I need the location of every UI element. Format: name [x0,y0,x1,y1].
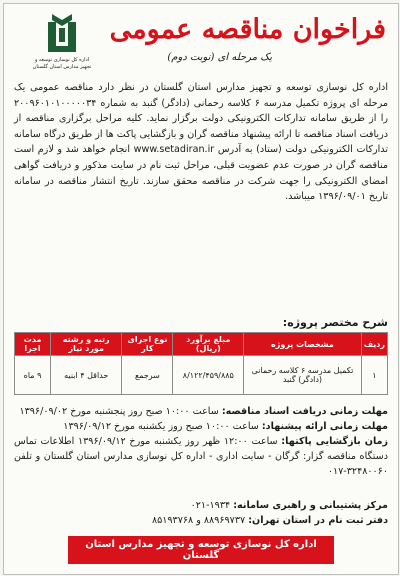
deadline-opening: زمان بازگشایی پاکتها: ساعت ۱۲:۰۰ ظهر روز یکشنبه مورخ ۱۳۹۶/۰۹/۱۲ اطلاعات تماس دستگاه مناقصه گزار: گرگان - سایت اداری - اداره کل نوسازی مدارس استان گلستان و تلفن ۳۲۴۸۰۰۶۰-۰۱۷ [14,436,389,477]
notice-title: فراخوان مناقصه عمومی [109,14,386,45]
notice-subtitle: یک مرحله ای (نوبت دوم) [167,52,272,63]
section-title: شرح مختصر پروژه: [282,316,388,329]
deadline-proposal: مهلت زمانی ارائه پیشنهاد: ساعت ۱۰:۰۰ صبح روز یکشنبه مورخ ۱۳۹۶/۰۹/۱۲ [63,421,388,432]
header [12,12,390,72]
contacts [14,498,388,528]
paragraph: انجام خواهد شد و لازم است مناقصه گران در صورت عدم عضویت قبلی، مراحل ثبت نام در سایت مذکور و دریافت گواهی امضای الکترونیکی را جهت شرکت در مناقصه محقق سازند. تاریخ انتشار مناقصه در سامانه تاریخ ۱۳۹۶/۰۹/۰۱ میباشد. [14,144,388,203]
cell-estimate: ۸/۱۲۲/۴۵۹/۸۸۵ [173,356,244,395]
tender-notice [3,3,399,575]
col-estimate: مبلغ برآورد (ریال) [173,333,244,356]
table-header-row [15,333,388,356]
col-grade: رتبه و رشته مورد نیاز [51,333,122,356]
cell-row: ۱ [361,356,387,395]
footer-organization: اداره کل نوسازی توسعه و تجهیز مدارس استان گلستان [68,536,334,564]
organization-logo [30,12,94,71]
cell-duration: ۹ ماه [15,356,51,395]
organization-name-small: اداره کل نوسازی توسعه و تجهیز مدارس استان گلستان [32,57,92,70]
table-row [15,356,388,395]
paragraph: اداره کل نوسازی توسعه و تجهیز مدارس استان گلستان در نظر دارد مناقصه عمومی یک مرحله ای پروژه تکمیل مدرسه ۶ کلاسه رحمانی (دادگر) گنبد به شماره ۲۰۰۹۶۰۱۰۱۰۰۰۰۰۳۴ را از طریق سامانه تدارکات الکترونیکی دولت برگزار نماید. کلیه مراحل برگزاری مناقصه از دریافت اسناد مناقصه تا ارائه پیشنهاد مناقصه گران و بازگشایی پاکت ها از طریق درگاه سامانه تدارکات الکترونیکی دولت (ستاد) به آدرس [14,82,388,156]
deadlines [14,404,388,479]
emblem-icon [42,12,82,56]
col-duration: مدت اجرا [15,333,51,356]
project-table [14,332,388,395]
col-type: نوع اجرای کار [122,333,173,356]
col-row: ردیف [361,333,387,356]
cell-grade: حداقل ۴ ابنیه [51,356,122,395]
cell-type: سرجمع [122,356,173,395]
notice-body [14,80,388,205]
setad-website-link[interactable]: www.setadiran.ir [133,144,215,156]
cell-project: تکمیل مدرسه ۶ کلاسه رحمانی (دادگر) گنبد [244,356,362,395]
contact-tehran-office: دفتر ثبت نام در استان تهران: ۸۸۹۶۹۷۳۷ و ۸۵۱۹۳۷۶۸ [151,515,388,526]
deadline-documents: مهلت زمانی دریافت اسناد مناقصه: ساعت ۱۰:۰۰ صبح روز پنجشنبه مورخ ۱۳۹۶/۰۹/۰۲ [19,406,388,417]
contact-support: مرکز پشتیبانی و راهبری سامانه: ۱۹۳۴-۰۲۱ [190,500,388,511]
col-project: مشخصات پروژه [244,333,362,356]
